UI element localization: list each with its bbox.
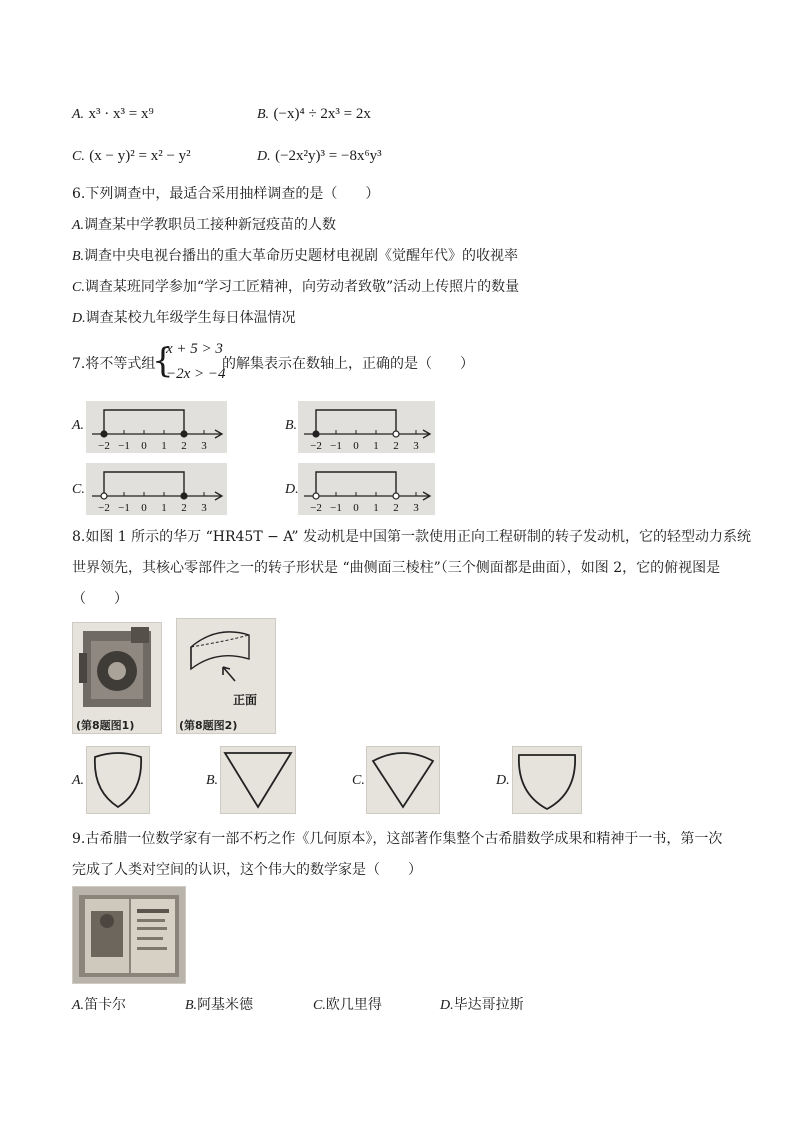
tick-label: 2: [181, 440, 187, 452]
option-text: 欧几里得: [325, 997, 382, 1013]
option-text: 调查中央电视台播出的重大革命历史题材电视剧《觉醒年代》的收视率: [84, 248, 519, 264]
q6-option-c: [72, 278, 519, 297]
q6-stem: 6.下列调查中，最适合采用抽样调查的是（ ）: [72, 186, 380, 202]
q5-option-b: [257, 105, 371, 124]
tick-label: −2: [310, 502, 322, 514]
rotor-prism-icon: [177, 619, 275, 711]
q7-numberline-b: [298, 401, 435, 453]
tick-label: −2: [98, 502, 110, 514]
tick-label: 1: [161, 502, 167, 514]
q6-option-a: [72, 216, 336, 235]
left-endpoint-dot: [101, 493, 107, 499]
q9-option-b: [185, 996, 253, 1015]
left-brace-icon: {: [152, 341, 174, 381]
tick-label: −1: [118, 502, 130, 514]
option-label: D.: [72, 311, 86, 326]
tick-label: 0: [141, 502, 147, 514]
right-endpoint-dot: [393, 431, 399, 437]
engine-illustration-icon: [73, 623, 161, 713]
tick-label: −1: [330, 502, 342, 514]
option-label: A.: [72, 107, 85, 122]
q7-inequality-2: −2x > −4: [166, 366, 226, 382]
q8-line-2: 世界领先，其核心零部件之一的转子形状是 “曲侧面三棱柱”（三个侧面都是曲面），如图 2，它的俯视图是: [72, 560, 721, 576]
option-text: 调查某校九年级学生每日体温情况: [85, 310, 296, 326]
option-label: B.: [257, 107, 270, 122]
tick-label: 3: [201, 440, 207, 452]
option-label: D.: [440, 998, 454, 1013]
q7-numberline-c: [86, 463, 227, 515]
q5-expr-d: (−2x²y)³ = −8x⁶y³: [275, 148, 382, 164]
fig1-caption: (第8题图1): [76, 719, 135, 732]
option-text: 阿基米德: [197, 997, 254, 1013]
option-text: 调查某班同学参加“学习工匠精神，向劳动者致敬”活动上传照片的数量: [84, 279, 520, 295]
tick-label: 1: [373, 440, 379, 452]
option-text: 毕达哥拉斯: [453, 997, 524, 1013]
q9-line-1: 9.古希腊一位数学家有一部不朽之作《几何原本》，这部著作集整个古希腊数学成果和精神于一书，第一次: [72, 831, 723, 847]
left-endpoint-dot: [101, 431, 107, 437]
q5-option-c: [72, 147, 191, 166]
q9-line-2: 完成了人类对空间的认识，这个伟大的数学家是（ ）: [72, 862, 422, 878]
q8-label-c: C.: [352, 773, 365, 788]
fig2-caption: (第8题图2): [179, 719, 238, 732]
right-endpoint-dot: [181, 493, 187, 499]
q5-expr-a: x³ · x³ = x⁹: [88, 106, 154, 122]
tick-label: −2: [310, 440, 322, 452]
q8-label-a: A.: [72, 773, 85, 788]
tick-label: 0: [353, 440, 359, 452]
shield-shape-icon: [87, 747, 149, 813]
q6-option-d: [72, 309, 296, 328]
q8-option-d-shape: [512, 746, 582, 814]
option-label: C.: [313, 998, 326, 1013]
right-endpoint-dot: [181, 431, 187, 437]
tick-label: 2: [181, 502, 187, 514]
q8-line-3: （ ）: [72, 591, 128, 607]
left-endpoint-dot: [313, 493, 319, 499]
q6-option-b: [72, 247, 518, 266]
q7-label-a: A.: [72, 418, 85, 433]
book-photo: [72, 886, 186, 984]
option-label: B.: [72, 249, 85, 264]
option-text: 笛卡尔: [84, 997, 127, 1013]
tick-label: 2: [393, 440, 399, 452]
q5-option-a: [72, 105, 154, 124]
q9-option-c: [313, 996, 382, 1015]
tick-label: 0: [353, 502, 359, 514]
q7-label-d: D.: [285, 482, 299, 497]
q7-numberline-a: [86, 401, 227, 453]
tick-label: −1: [330, 440, 342, 452]
q8-line-1: 8.如图 1 所示的华万 “HR45T − A” 发动机是中国第一款使用正向工程研制的转子发动机，它的轻型动力系统: [72, 529, 751, 545]
q9-option-d: [440, 996, 524, 1015]
tick-label: −2: [98, 440, 110, 452]
q7-label-c: C.: [72, 482, 85, 497]
engine-photo: [72, 622, 162, 734]
front-label: 正面: [233, 693, 258, 707]
option-text: 调查某中学教职员工接种新冠疫苗的人数: [84, 217, 337, 233]
q7-label-b: B.: [285, 418, 298, 433]
tick-label: 3: [413, 502, 419, 514]
right-endpoint-dot: [393, 493, 399, 499]
q8-label-b: B.: [206, 773, 219, 788]
q5-expr-c: (x − y)² = x² − y²: [89, 148, 191, 164]
q7-stem-prefix: 7.将不等式组: [72, 356, 156, 372]
tick-label: 2: [393, 502, 399, 514]
book-illustration-icon: [73, 887, 185, 983]
q8-label-d: D.: [496, 773, 510, 788]
rounded-shield-icon: [513, 747, 581, 813]
q7-numberline-d: [298, 463, 435, 515]
q8-option-a-shape: [86, 746, 150, 814]
q8-option-c-shape: [366, 746, 440, 814]
tick-label: 1: [373, 502, 379, 514]
tick-label: −1: [118, 440, 130, 452]
q8-option-b-shape: [220, 746, 296, 814]
tick-label: 3: [201, 502, 207, 514]
tick-label: 3: [413, 440, 419, 452]
option-label: D.: [257, 149, 271, 164]
sector-shape-icon: [367, 747, 439, 813]
tick-label: 0: [141, 440, 147, 452]
tick-label: 1: [161, 440, 167, 452]
option-label: A.: [72, 998, 85, 1013]
option-label: B.: [185, 998, 198, 1013]
q7-inequality-1: x + 5 > 3: [166, 341, 223, 357]
q5-expr-b: (−x)⁴ ÷ 2x³ = 2x: [273, 106, 371, 122]
q7-stem-suffix: 的解集表示在数轴上，正确的是（ ）: [222, 356, 474, 372]
option-label: C.: [72, 280, 85, 295]
left-endpoint-dot: [313, 431, 319, 437]
option-label: C.: [72, 149, 85, 164]
option-label: A.: [72, 218, 85, 233]
q5-option-d: [257, 147, 382, 166]
rotor-sketch: [176, 618, 276, 734]
q9-option-a: [72, 996, 126, 1015]
triangle-shape-icon: [221, 747, 295, 813]
